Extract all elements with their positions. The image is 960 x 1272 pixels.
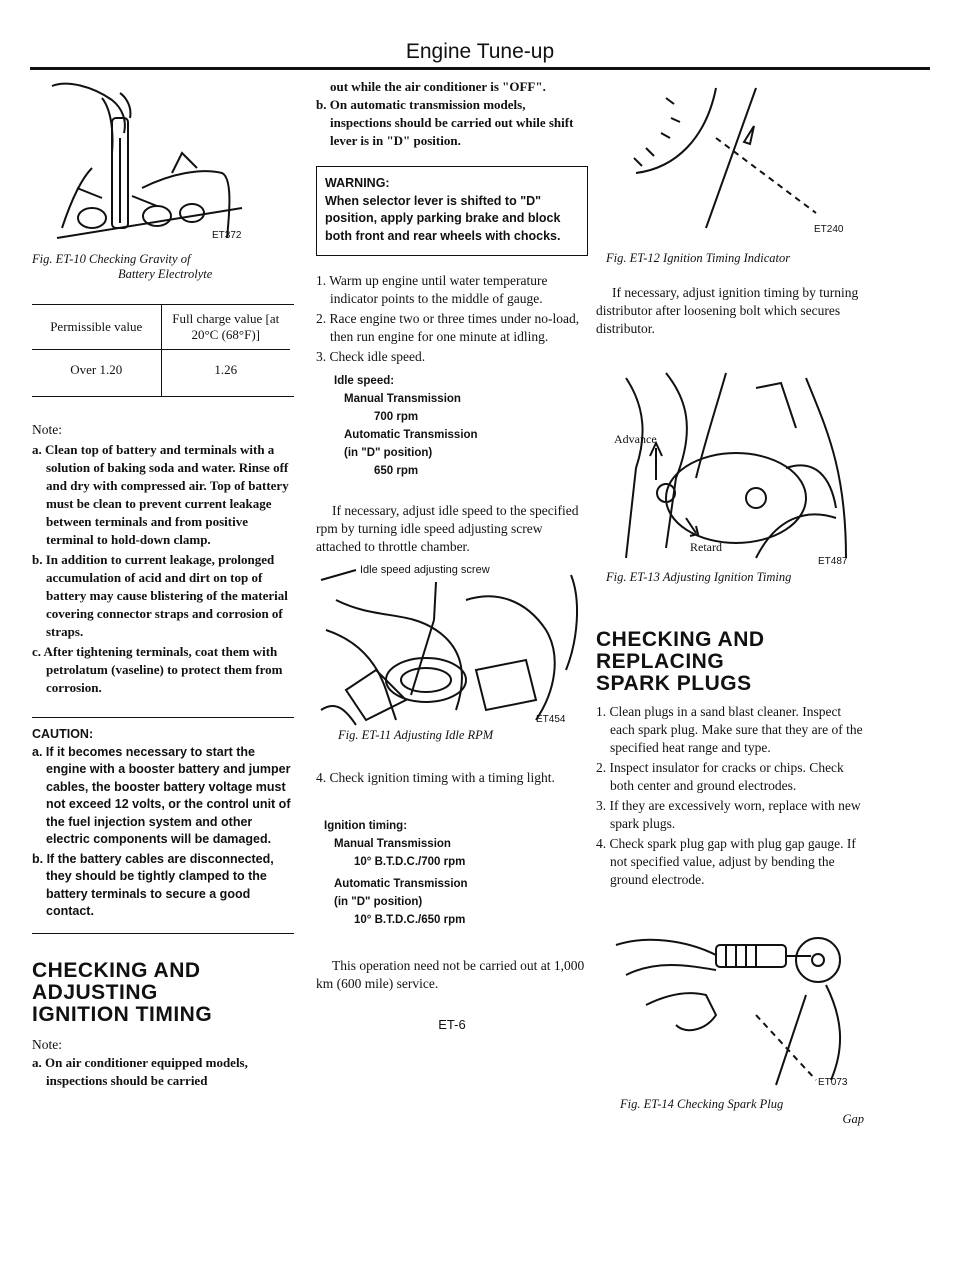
page-number: ET-6 xyxy=(438,1017,466,1032)
fig10-caption-line1: Fig. ET-10 Checking Gravity of xyxy=(32,252,191,266)
warning-text: When selector lever is shifted to "D" position, apply parking brake and block both front and rear wheels with chocks. xyxy=(325,193,561,243)
note-label: Note: xyxy=(32,422,62,437)
spec-value: 650 rpm xyxy=(374,465,419,477)
section-heading-ignition xyxy=(32,960,294,1026)
heading-line: REPLACING xyxy=(596,650,725,673)
list-item: a. Clean top of battery and terminals with a solution of baking soda and water. Rinse off and dry with compressed air. Top of battery must be clean to prevent current leakage between terminals and from positive terminal to hold-down clamp. xyxy=(32,442,289,547)
steps-list xyxy=(596,703,864,889)
ignition-timing-spec xyxy=(316,817,588,929)
fig14-code: ET073 xyxy=(818,1077,848,1088)
figure-et12 xyxy=(606,78,864,243)
spec-value: 700 rpm xyxy=(374,411,419,423)
final-paragraph: This operation need not be carried out at 1,000 km (600 mile) service. xyxy=(316,958,585,991)
spec-line: (in "D" position) xyxy=(344,447,433,459)
heading-line: CHECKING AND xyxy=(32,958,201,982)
list-item: 3. If they are excessively worn, replace with new spark plugs. xyxy=(596,798,861,831)
table-row xyxy=(32,350,290,397)
list-item: b. On automatic transmission models, inspections should be carried out while shift lever is in "D" position. xyxy=(316,97,574,148)
table-cell: Over 1.20 xyxy=(32,350,161,397)
spec-line: Manual Transmission xyxy=(344,393,461,405)
figure-et11 xyxy=(316,560,588,728)
spec-label: Ignition timing: xyxy=(324,820,408,832)
list-item: 4. Check spark plug gap with plug gap gauge. If not specified value, adjust by bending the ground electrode. xyxy=(596,836,856,887)
fig12-caption: Fig. ET-12 Ignition Timing Indicator xyxy=(606,251,791,265)
warning-box xyxy=(316,166,588,256)
column-left xyxy=(32,78,294,1092)
fig10-caption-line2: Battery Electrolyte xyxy=(118,267,213,281)
paragraph: If necessary, adjust ignition timing by turning distributor after loosening bolt which secures distributor. xyxy=(596,285,859,336)
table-header-cell: Permissible value xyxy=(32,305,161,350)
fig11-code: ET454 xyxy=(536,714,566,725)
fig11-label: Idle speed adjusting screw xyxy=(360,564,490,576)
battery-hydrometer-illustration xyxy=(32,78,262,248)
figure-et10 xyxy=(32,78,294,250)
list-item: 2. Inspect insulator for cracks or chips. Check both center and ground electrodes. xyxy=(596,760,844,793)
fig11-caption: Fig. ET-11 Adjusting Idle RPM xyxy=(338,728,494,742)
note-list xyxy=(32,441,294,697)
header-rule xyxy=(30,67,930,70)
idle-speed-spec xyxy=(316,372,588,480)
list-item: a. If it becomes necessary to start the engine with a booster battery and jumper cables, the booster battery voltage must not exceed 12 volts, or the control unit of the fuel injection system and other electric components will be damaged. xyxy=(32,744,291,846)
spec-line: (in "D" position) xyxy=(334,896,423,908)
fig13-advance-label: Advance xyxy=(614,432,657,446)
column-middle xyxy=(316,78,588,1032)
table-header-cell: Full charge value [at 20°C (68°F)] xyxy=(172,311,280,342)
spec-table-wrap xyxy=(32,304,294,397)
fig13-caption: Fig. ET-13 Adjusting Ignition Timing xyxy=(606,570,792,584)
list-item: b. If the battery cables are disconnected, they should be tightly clamped to the battery terminals to secure a good contact. xyxy=(32,851,274,918)
table-header-row xyxy=(32,305,290,350)
spec-value: 10° B.T.D.C./700 rpm xyxy=(354,856,466,868)
fig14-caption xyxy=(606,1097,864,1127)
page-header-title: Engine Tune-up xyxy=(405,40,555,63)
spec-line: Automatic Transmission xyxy=(334,878,468,890)
heading-line: IGNITION TIMING xyxy=(32,1002,213,1026)
spec-line: Manual Transmission xyxy=(334,838,451,850)
distributor-illustration xyxy=(606,368,864,568)
list-item: c. After tightening terminals, coat them with petrolatum (vaseline) to protect them from corrosion. xyxy=(32,644,283,695)
fig12-code: ET240 xyxy=(814,224,844,235)
list-item: 4. Check ignition timing with a timing light. xyxy=(316,770,555,785)
spec-label: Idle speed: xyxy=(334,375,395,387)
section-heading-spark-plugs xyxy=(596,629,864,695)
note2-label: Note: xyxy=(32,1036,62,1052)
fig10-caption xyxy=(32,252,294,282)
throttle-chamber-illustration xyxy=(316,560,588,728)
paragraph: If necessary, adjust idle speed to the specified rpm by turning idle speed adjusting screw attached to throttle chamber. xyxy=(316,503,579,554)
timing-indicator-illustration xyxy=(606,78,864,243)
steps-list xyxy=(316,272,588,366)
heading-line: SPARK PLUGS xyxy=(596,672,752,695)
heading-line: ADJUSTING xyxy=(32,980,158,1004)
caution-label: CAUTION: xyxy=(32,727,94,741)
caution-block xyxy=(32,717,294,934)
list-item: 1. Clean plugs in a sand blast cleaner. Inspect each spark plug. Make sure that they are of the specified heat range and type. xyxy=(596,704,863,755)
table-cell: 1.26 xyxy=(214,362,238,377)
fig10-code: ET372 xyxy=(212,230,242,241)
fig14-caption-line2: Gap xyxy=(842,1112,864,1126)
continued-text: out while the air conditioner is "OFF". xyxy=(330,79,546,94)
column-right xyxy=(596,78,864,1127)
list-item: 3. Check idle speed. xyxy=(316,349,426,364)
spark-plug-gap-illustration xyxy=(606,915,864,1093)
list-item: a. On air conditioner equipped models, inspections should be carried xyxy=(32,1054,248,1088)
list-item: b. In addition to current leakage, prolonged accumulation of acid and dirt on top of battery may cause blistering of the material covering connector straps and corrosion of straps. xyxy=(32,552,288,639)
specific-gravity-table xyxy=(32,305,290,396)
fig14-caption-line1: Fig. ET-14 Checking Spark Plug xyxy=(620,1097,784,1111)
figure-et13 xyxy=(606,368,864,568)
list-item: 1. Warm up engine until water temperature indicator points to the middle of gauge. xyxy=(316,273,548,306)
list-item: 2. Race engine two or three times under no-load, then run engine for one minute at idling. xyxy=(316,311,580,344)
warning-label: WARNING: xyxy=(325,176,390,190)
spec-value: 10° B.T.D.C./650 rpm xyxy=(354,914,466,926)
spec-line: Automatic Transmission xyxy=(344,429,478,441)
fig13-code: ET487 xyxy=(818,556,848,567)
fig13-retard-label: Retard xyxy=(690,540,722,554)
heading-line: CHECKING AND xyxy=(596,628,765,651)
figure-et14 xyxy=(606,915,864,1093)
